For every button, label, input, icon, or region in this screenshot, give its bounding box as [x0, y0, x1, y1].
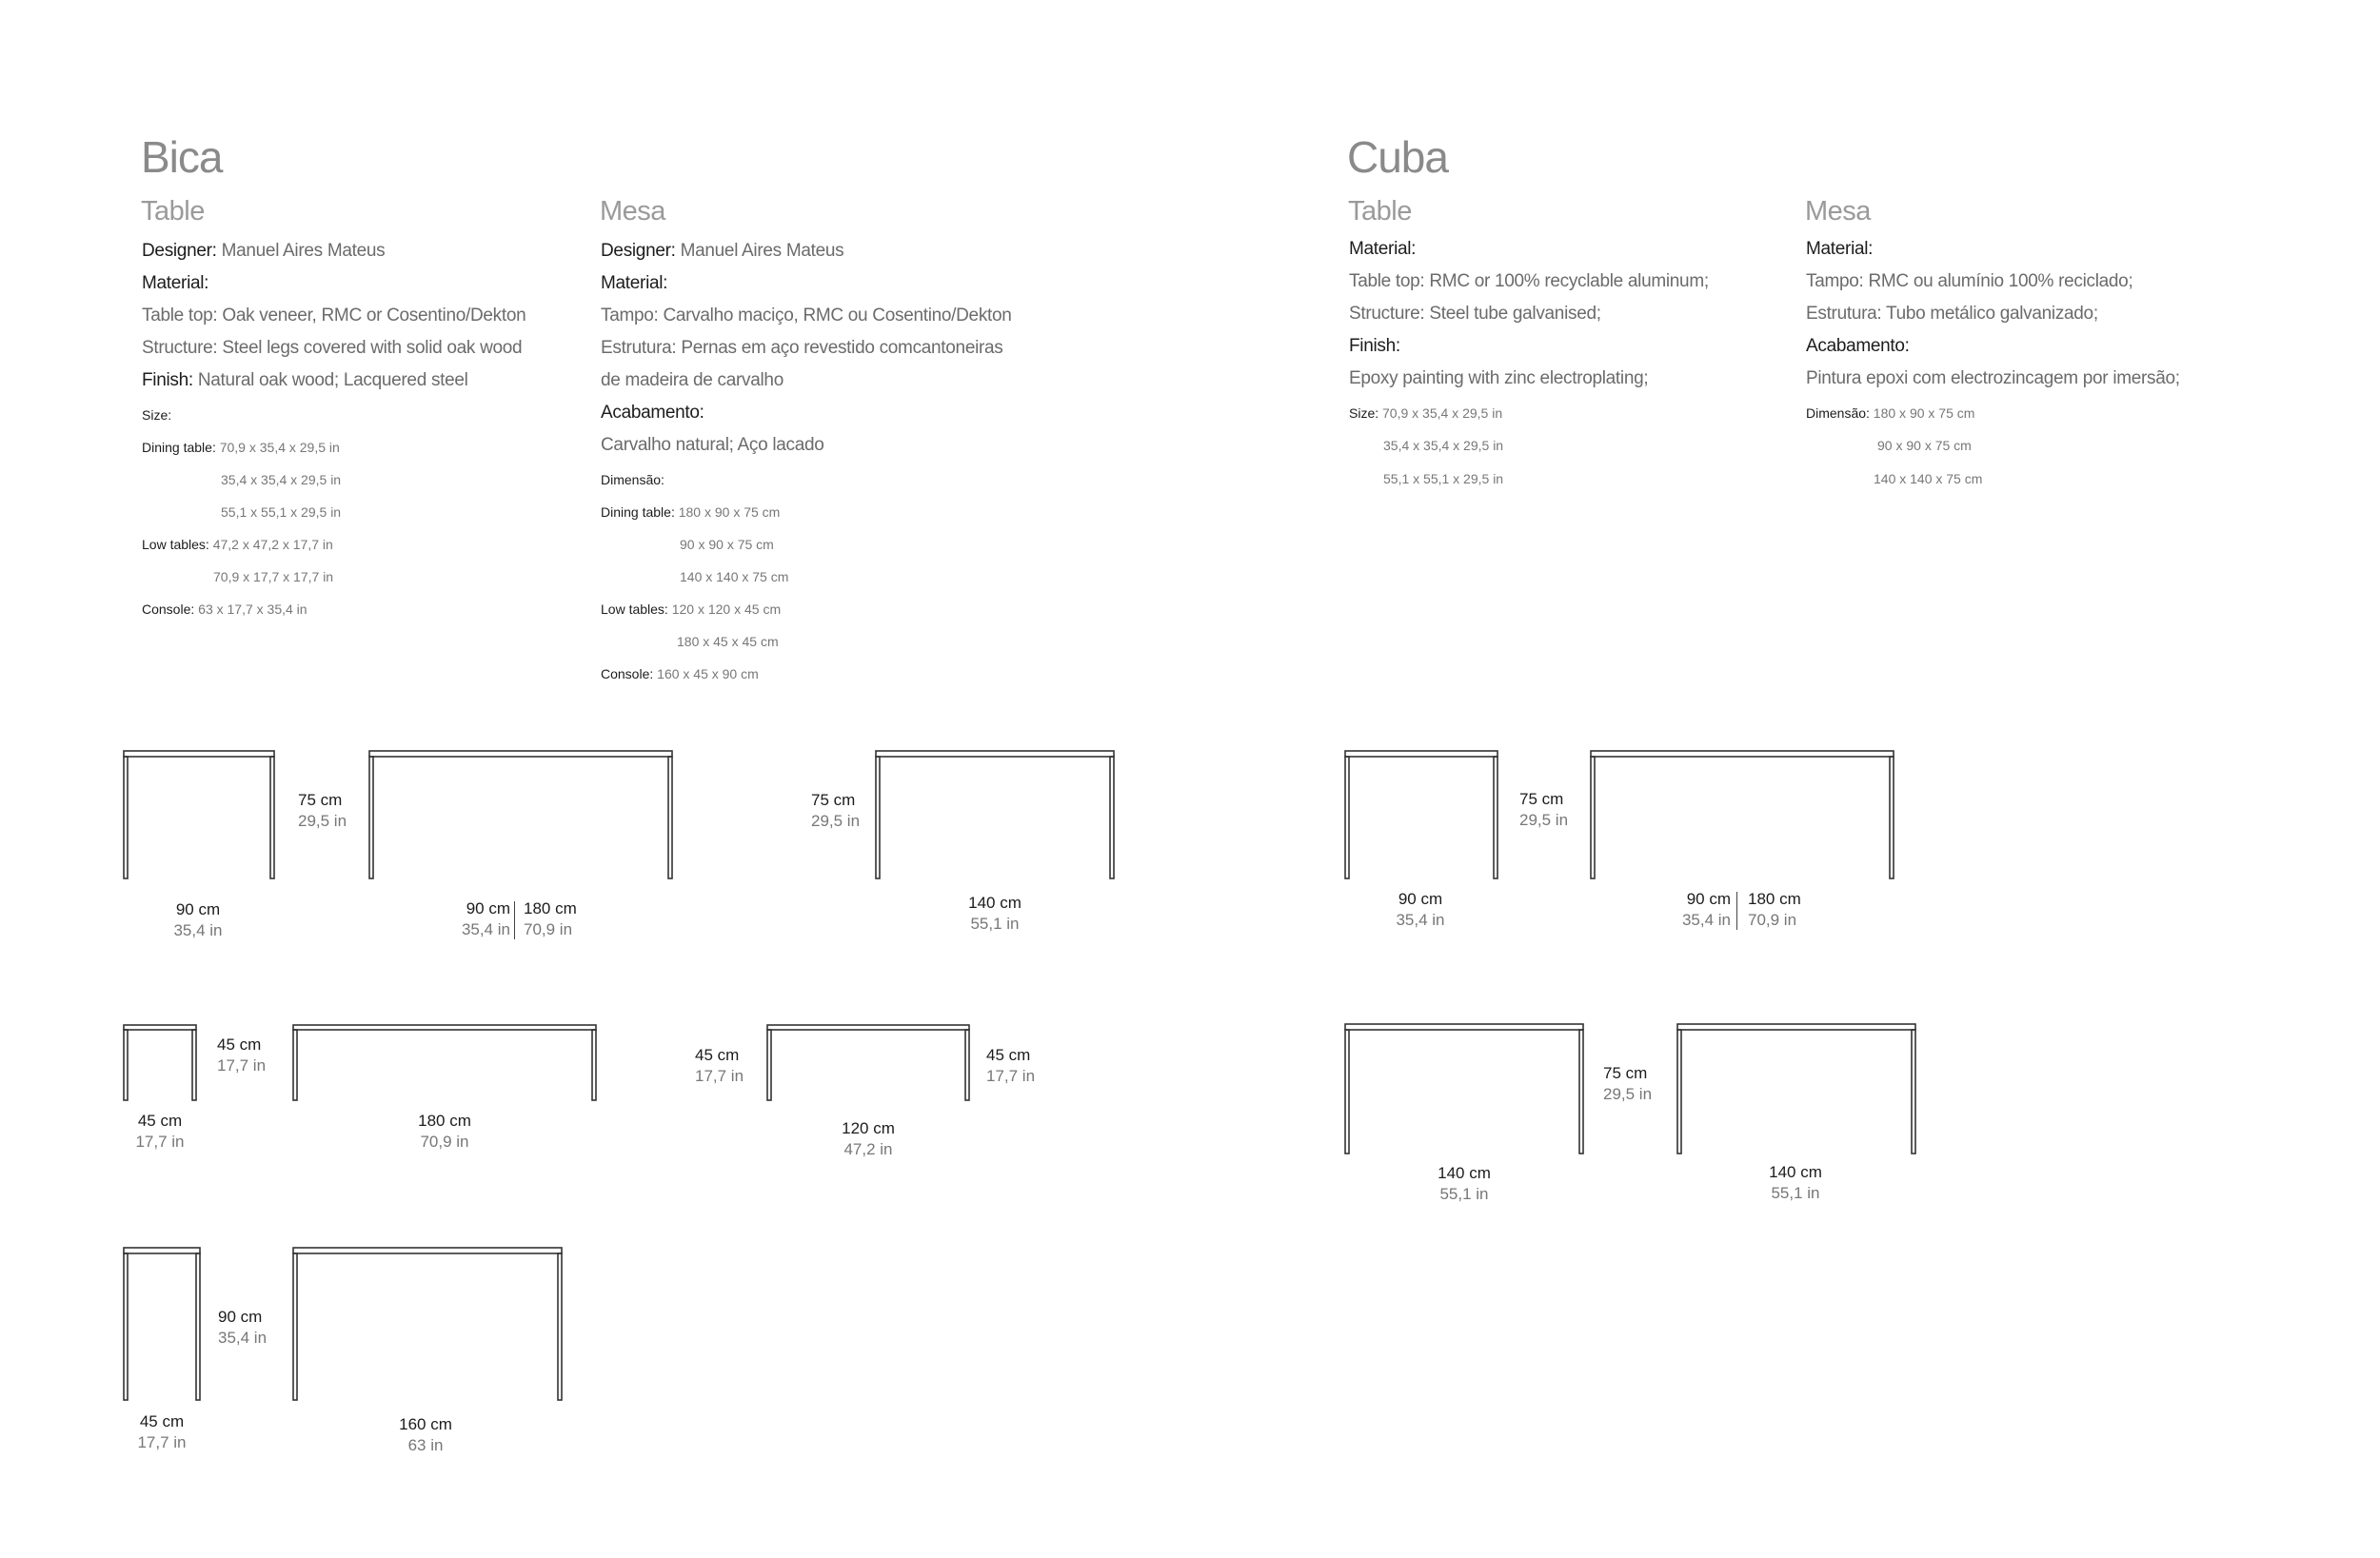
dim-cuba-90: [1382, 889, 1458, 931]
dim-cm: 45 cm: [217, 1035, 262, 1054]
bica-en-structure: Structure: Steel legs covered with solid oak wood: [142, 338, 523, 358]
dim-cuba-140-b: [1757, 1162, 1834, 1204]
dim-bica-90: [160, 899, 236, 941]
dim-cm: 160 cm: [399, 1415, 452, 1433]
dining-value: 70,9 x 35,4 x 29,5 in: [215, 440, 340, 455]
bica-pt-acabamento: Carvalho natural; Aço lacado: [601, 435, 824, 455]
acabamento-label: Acabamento:: [601, 403, 704, 423]
low-label: Low tables:: [601, 602, 668, 617]
dim-cm: 180 cm: [1748, 890, 1801, 908]
bica-pt-estrutura-2: de madeira de carvalho: [601, 370, 783, 390]
dim-bica-120: [830, 1118, 906, 1160]
cuba-en-table-top: Table top: RMC or 100% recyclable aluminum;: [1349, 271, 1709, 291]
table-drawing-bica-90-180: [369, 751, 672, 878]
dim-in: 17,7 in: [135, 1133, 185, 1151]
dim-bica-height-45-c: [986, 1045, 1035, 1087]
cuba-pt-dim-2: 90 x 90 x 75 cm: [1877, 438, 1972, 453]
dim-in: 17,7 in: [137, 1433, 187, 1451]
bica-en-low-2: 70,9 x 17,7 x 17,7 in: [213, 569, 334, 584]
bica-pt-subtitle: Mesa: [600, 196, 665, 227]
dim-separator: [1736, 892, 1737, 930]
dim-separator: [514, 901, 515, 939]
dim-cuba-90-of-90-180: [1668, 889, 1731, 931]
dining-label: Dining table:: [601, 504, 675, 520]
bica-en-dining-2: 35,4 x 35,4 x 29,5 in: [221, 472, 342, 487]
table-drawing-cuba-90: [1345, 751, 1497, 878]
acabamento-label: Acabamento:: [1806, 336, 1910, 356]
cuba-pt-estrutura: Estrutura: Tubo metálico galvanizado;: [1806, 304, 2098, 324]
cuba-pt-tampo: Tampo: RMC ou alumínio 100% reciclado;: [1806, 271, 2133, 291]
dim-cm: 90 cm: [218, 1308, 263, 1326]
dim-cm: 75 cm: [1603, 1064, 1648, 1082]
designer-label: Designer:: [601, 241, 676, 261]
bica-title: Bica: [141, 132, 223, 182]
table-drawing-bica-180-low: [293, 1025, 596, 1100]
dim-cm: 75 cm: [811, 791, 856, 809]
dim-bica-height-75-b: [811, 790, 860, 832]
dim-in: 17,7 in: [986, 1067, 1036, 1085]
bica-en-table-top: Table top: Oak veneer, RMC or Cosentino/Dekton: [142, 306, 526, 325]
dim-value: 180 x 90 x 75 cm: [1869, 405, 1975, 421]
dim-bica-180-of-90-180: [524, 898, 577, 940]
table-drawing-cuba-140-b: [1677, 1024, 1915, 1154]
dim-cm: 120 cm: [842, 1119, 895, 1137]
low-value: 120 x 120 x 45 cm: [667, 602, 782, 617]
cuba-pt-dim-3: 140 x 140 x 75 cm: [1874, 471, 1983, 486]
bica-pt-low-2: 180 x 45 x 45 cm: [677, 634, 779, 649]
dim-in: 70,9 in: [1748, 911, 1797, 929]
size-label: Size:: [142, 407, 172, 423]
dim-in: 35,4 in: [1396, 911, 1445, 929]
dim-bica-height-45-b: [695, 1045, 744, 1087]
material-label: Material:: [601, 273, 668, 293]
dim-in: 35,4 in: [218, 1329, 268, 1347]
table-drawing-cuba-140-a: [1345, 1024, 1583, 1154]
dim-bica-height-90: [218, 1307, 267, 1349]
dim-cuba-height-75-b: [1603, 1063, 1652, 1105]
table-drawing-bica-45-low: [124, 1025, 196, 1100]
dim-cm: 140 cm: [1769, 1163, 1822, 1181]
dim-bica-140: [957, 893, 1033, 935]
bica-pt-dining-3: 140 x 140 x 75 cm: [680, 569, 789, 584]
table-drawing-bica-120-low: [767, 1025, 969, 1100]
dim-cm: 45 cm: [137, 1112, 183, 1130]
cuba-en-subtitle: Table: [1348, 196, 1412, 227]
dim-cm: 75 cm: [298, 791, 343, 809]
bica-pt-dining-2: 90 x 90 x 75 cm: [680, 537, 774, 552]
dim-cm: 90 cm: [1398, 890, 1443, 908]
size-label: Size:: [1349, 405, 1379, 421]
dim-in: 17,7 in: [695, 1067, 744, 1085]
cuba-en-size-3: 55,1 x 55,1 x 29,5 in: [1383, 471, 1504, 486]
cuba-en-structure: Structure: Steel tube galvanised;: [1349, 304, 1601, 324]
dim-in: 63 in: [407, 1436, 444, 1454]
dim-in: 55,1 in: [1439, 1185, 1489, 1203]
designer-value: Manuel Aires Mateus: [675, 241, 844, 261]
dim-cm: 75 cm: [1519, 790, 1564, 808]
dim-bica-90-of-90-180: [447, 898, 510, 940]
dim-label: Dimensão:: [601, 472, 664, 487]
table-drawing-bica-140: [876, 751, 1114, 878]
cuba-pt-acabamento: Pintura epoxi com electrozincagem por imersão;: [1806, 368, 2180, 388]
dim-in: 29,5 in: [1603, 1085, 1653, 1103]
dim-in: 29,5 in: [1519, 811, 1569, 829]
dim-in: 35,4 in: [173, 921, 223, 939]
dim-cm: 90 cm: [175, 900, 221, 918]
cuba-title: Cuba: [1347, 132, 1448, 182]
finish-label: Finish:: [1349, 336, 1400, 356]
table-drawing-bica-console-front: [293, 1248, 562, 1400]
dim-in: 47,2 in: [843, 1140, 893, 1158]
low-value: 47,2 x 47,2 x 17,7 in: [208, 537, 333, 552]
console-label: Console:: [142, 602, 195, 617]
dim-bica-height-45-a: [217, 1035, 266, 1076]
dim-in: 55,1 in: [970, 915, 1020, 933]
cuba-en-size-2: 35,4 x 35,4 x 29,5 in: [1383, 438, 1504, 453]
dim-in: 29,5 in: [811, 812, 861, 830]
dim-in: 55,1 in: [1771, 1184, 1820, 1202]
console-label: Console:: [601, 666, 654, 681]
size-value: 70,9 x 35,4 x 29,5 in: [1378, 405, 1503, 421]
dim-cm: 140 cm: [1438, 1164, 1491, 1182]
dim-cm: 90 cm: [1686, 890, 1731, 908]
material-label: Material:: [1349, 239, 1417, 259]
low-label: Low tables:: [142, 537, 209, 552]
dim-cm: 45 cm: [139, 1412, 185, 1430]
dim-cm: 45 cm: [695, 1046, 740, 1064]
dim-in: 17,7 in: [217, 1056, 267, 1075]
finish-label: Finish:: [142, 370, 193, 390]
bica-en-subtitle: Table: [141, 196, 205, 227]
dim-bica-160: [387, 1414, 464, 1456]
table-drawing-cuba-90-180: [1591, 751, 1894, 878]
dim-in: 35,4 in: [1681, 911, 1731, 929]
bica-pt-estrutura-1: Estrutura: Pernas em aço revestido comcantoneiras: [601, 338, 1003, 358]
finish-value: Natural oak wood; Lacquered steel: [192, 370, 468, 390]
dining-value: 180 x 90 x 75 cm: [674, 504, 781, 520]
console-value: 63 x 17,7 x 35,4 in: [194, 602, 307, 617]
bica-en-dining-3: 55,1 x 55,1 x 29,5 in: [221, 504, 342, 520]
cuba-pt-subtitle: Mesa: [1805, 196, 1871, 227]
dim-bica-height-75-a: [298, 790, 347, 832]
cuba-en-finish: Epoxy painting with zinc electroplating;: [1349, 368, 1649, 388]
dim-cuba-140-a: [1426, 1163, 1502, 1205]
designer-label: Designer:: [142, 241, 217, 261]
console-value: 160 x 45 x 90 cm: [653, 666, 759, 681]
bica-pt-tampo: Tampo: Carvalho maciço, RMC ou Cosentino/Dekton: [601, 306, 1012, 325]
dim-cm: 180 cm: [418, 1112, 471, 1130]
dim-bica-180: [407, 1111, 483, 1153]
table-drawing-bica-console-side: [124, 1248, 200, 1400]
dim-in: 29,5 in: [298, 812, 347, 830]
dim-cm: 180 cm: [524, 899, 577, 917]
dim-in: 70,9 in: [524, 920, 573, 938]
dim-in: 35,4 in: [461, 920, 510, 938]
dim-bica-45-b: [124, 1411, 200, 1453]
dim-label: Dimensão:: [1806, 405, 1870, 421]
designer-value: Manuel Aires Mateus: [216, 241, 386, 261]
material-label: Material:: [1806, 239, 1874, 259]
dining-label: Dining table:: [142, 440, 216, 455]
dim-cm: 140 cm: [968, 894, 1021, 912]
material-label: Material:: [142, 273, 209, 293]
dim-cm: 90 cm: [466, 899, 510, 917]
dim-cuba-height-75-a: [1519, 789, 1568, 831]
dim-cm: 45 cm: [986, 1046, 1031, 1064]
table-drawing-bica-90: [124, 751, 274, 878]
dim-cuba-180-of-90-180: [1748, 889, 1801, 931]
dim-in: 70,9 in: [420, 1133, 469, 1151]
dim-bica-45-a: [124, 1111, 196, 1153]
